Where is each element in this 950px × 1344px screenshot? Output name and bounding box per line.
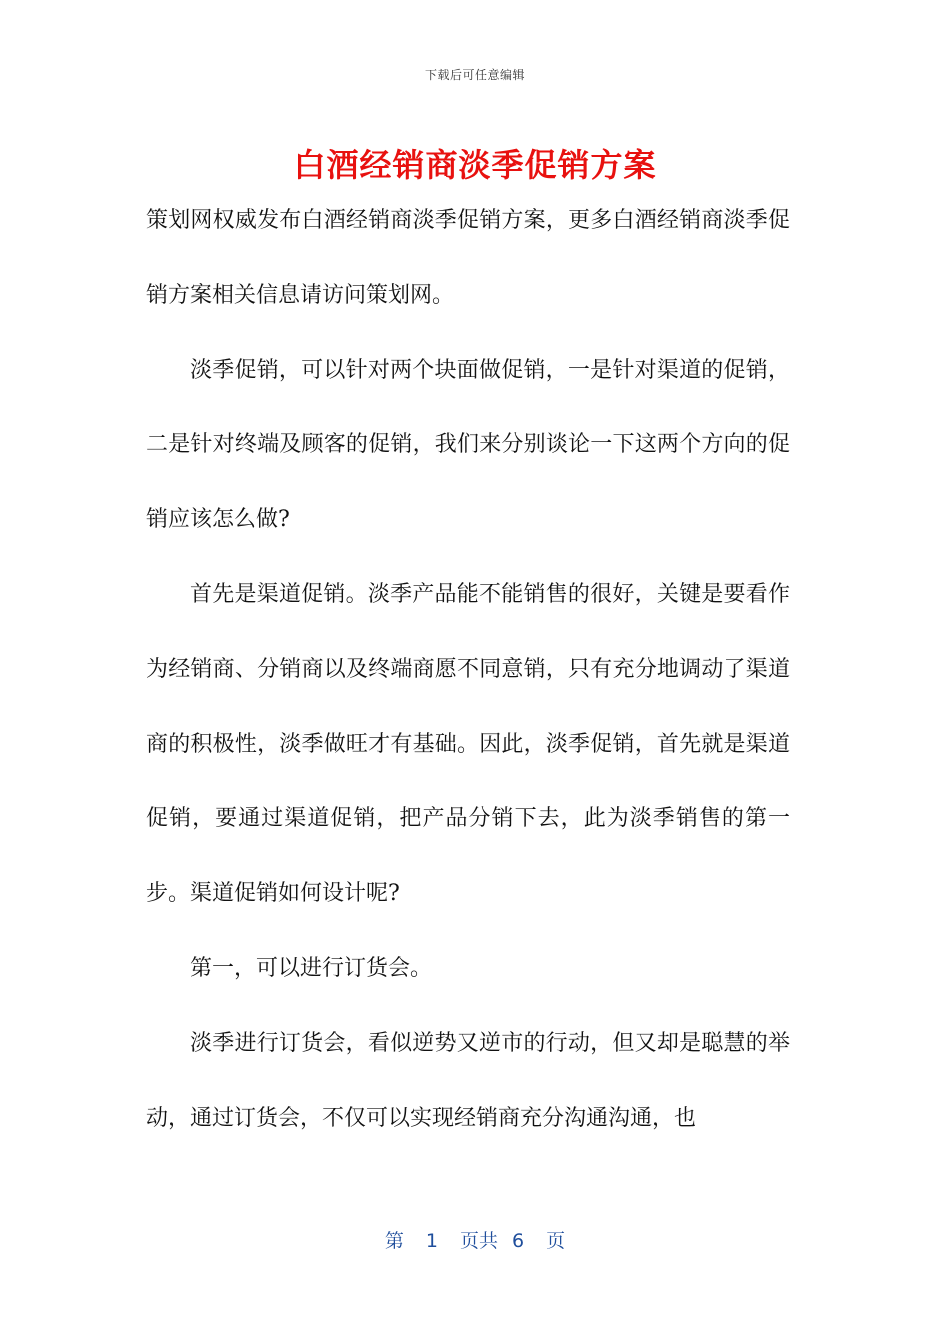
footer-total-pages: 6 xyxy=(512,1230,525,1252)
document-body xyxy=(146,184,790,1156)
page-footer xyxy=(0,1226,950,1253)
footer-prefix: 第 xyxy=(384,1230,404,1252)
footer-suffix: 页 xyxy=(546,1230,566,1252)
paragraph-channel-promotion: 首先是渠道促销。淡季产品能不能销售的很好，关键是要看作为经销商、分销商以及终端商愿不同意销，只有充分地调动了渠道商的积极性，淡季做旺才有基础。因此，淡季促销，首先就是渠道促销，要通过渠道促销，把产品分销下去，此为淡季销售的第一步。渠道促销如何设计呢? xyxy=(146,581,790,907)
paragraph-first-point: 第一，可以进行订货会。 xyxy=(190,955,433,981)
page-header-note: 下载后可任意编辑 xyxy=(424,68,525,82)
paragraph-order-meeting: 淡季进行订货会，看似逆势又逆市的行动，但又却是聪慧的举动，通过订货会，不仅可以实现经销商充分沟通沟通，也 xyxy=(146,1030,790,1131)
document-title: 白酒经销商淡季促销方案 xyxy=(293,146,657,184)
footer-current-page: 1 xyxy=(425,1230,438,1252)
paragraph-intro: 策划网权威发布白酒经销商淡季促销方案，更多白酒经销商淡季促销方案相关信息请访问策划网。 xyxy=(146,208,790,308)
footer-middle: 页共 xyxy=(459,1230,498,1252)
paragraph-overview: 淡季促销，可以针对两个块面做促销，一是针对渠道的促销，二是针对终端及顾客的促销，我们来分别谈论一下这两个方向的促销应该怎么做? xyxy=(146,357,790,533)
